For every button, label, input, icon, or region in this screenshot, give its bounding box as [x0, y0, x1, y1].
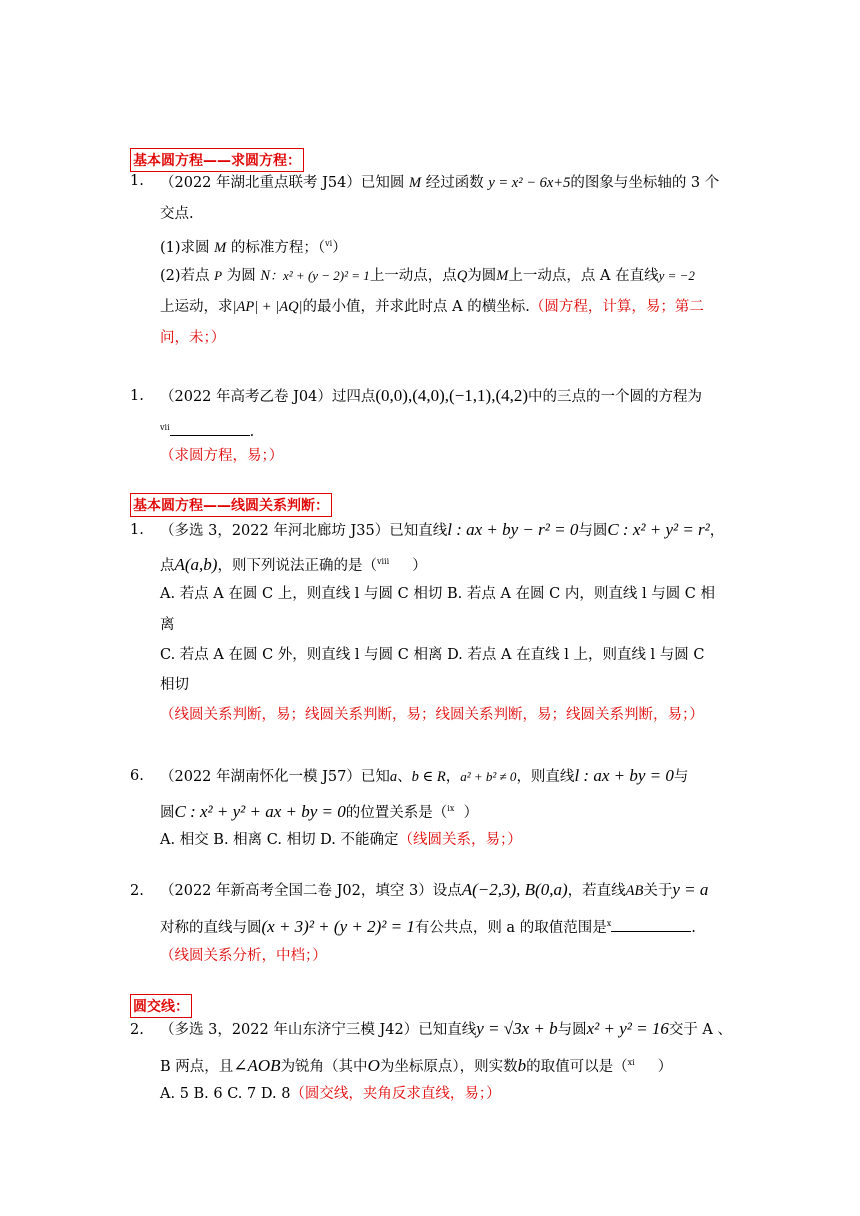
problem-line: （2022 年湖北重点联考 J54）已知圆 M 经过函数 y = x² − 6x+5的图象与坐标轴的 3 个 [160, 175, 720, 191]
problem-line: （多选 3，2022 年山东济宁三模 J42）已知直线y = √3x + b与圆x² + y² = 16交于 A 、 [160, 1019, 733, 1038]
problem-line: （多选 3，2022 年河北廊坊 J35）已知直线l : ax + by − r² = 0与圆C : x² + y² = r²， [160, 520, 725, 539]
answer-note: （圆方程，计算，易；第二 [529, 299, 704, 315]
problem-line: 对称的直线与圆(x + 3)² + (y + 2)² = 1有公共点，则 a 的取值范围是$^x$ . [160, 916, 696, 936]
problem-number: 1. [130, 522, 144, 538]
problem-line: （2022 年新高考全国二卷 J02，填空 3）设点A(−2,3), B(0,a)，若直线AB关于y = a [160, 880, 709, 899]
problem-line: 离 [160, 617, 175, 633]
answer-note: （线圆关系，易；） [398, 832, 522, 848]
answer-note: （求圆方程，易；） [160, 448, 284, 464]
section-heading: 基本圆方程——求圆方程： [130, 148, 304, 172]
problem-line: （2022 年湖南怀化一模 J57）已知a、b ∈ R，a² + b² ≠ 0，则直线l : ax + by = 0与 [160, 766, 689, 785]
problem-line: 圆C : x² + y² + ax + by = 0的位置关系是（$^{ix}$ ） [160, 801, 479, 821]
problem-line: 点A(a,b)，则下列说法正确的是（$^{viii}$ ） [160, 554, 427, 574]
problem-line: A. 相交 B. 相离 C. 相切 D. 不能确定（线圆关系，易；） [160, 832, 522, 848]
problem-line: A. 5 B. 6 C. 7 D. 8（圆交线，夹角反求直线，易；） [160, 1086, 501, 1102]
answer-note: （线圆关系分析，中档；） [160, 948, 327, 964]
problem-line: 交点. [160, 206, 194, 222]
problem-line: 相切 [160, 677, 189, 693]
answer-blank [611, 917, 691, 932]
problem-line: A. 若点 A 在圆 C 上，则直线 l 与圆 C 相切 B. 若点 A 在圆 C 内，则直线 l 与圆 C 相 [160, 586, 716, 602]
problem-number: 1. [130, 173, 144, 189]
problem-line: (1)求圆 M 的标准方程；（$^{vi}$） [160, 239, 347, 256]
section-heading: 基本圆方程——线圆关系判断： [130, 493, 332, 517]
answer-blank [170, 421, 250, 436]
problem-line: （2022 年高考乙卷 J04）过四点(0,0),(4,0),(−1,1),(4,2)中的三点的一个圆的方程为 [160, 386, 703, 405]
problem-number: 6. [130, 768, 144, 784]
answer-note: （线圆关系判断，易；线圆关系判断，易；线圆关系判断，易；线圆关系判断，易；） [160, 707, 704, 723]
problem-line: (2)若点 P 为圆 N：x² + (y − 2)² = 1上一动点，点Q为圆M上一动点，点 A 在直线y = −2 [160, 268, 695, 284]
problem-number: 2. [130, 1022, 144, 1038]
problem-line: 上运动，求|AP| + |AQ|的最小值，并求此时点 A 的横坐标.（圆方程，计算，易；第二 [160, 299, 704, 315]
problem-number: 2. [130, 883, 144, 899]
problem-line: $^{vii}$ . [160, 418, 254, 442]
answer-note: 问，未；） [160, 330, 226, 346]
section-heading: 圆交线： [130, 994, 192, 1018]
answer-note: （圆交线，夹角反求直线，易；） [290, 1086, 501, 1102]
problem-line: B 两点，且∠AOB为锐角（其中O为坐标原点），则实数b的取值可以是（$^{xi}$ ） [160, 1055, 673, 1075]
problem-line: C. 若点 A 在圆 C 外，则直线 l 与圆 C 相离 D. 若点 A 在直线 l 上，则直线 l 与圆 C [160, 647, 705, 663]
problem-number: 1. [130, 388, 144, 404]
